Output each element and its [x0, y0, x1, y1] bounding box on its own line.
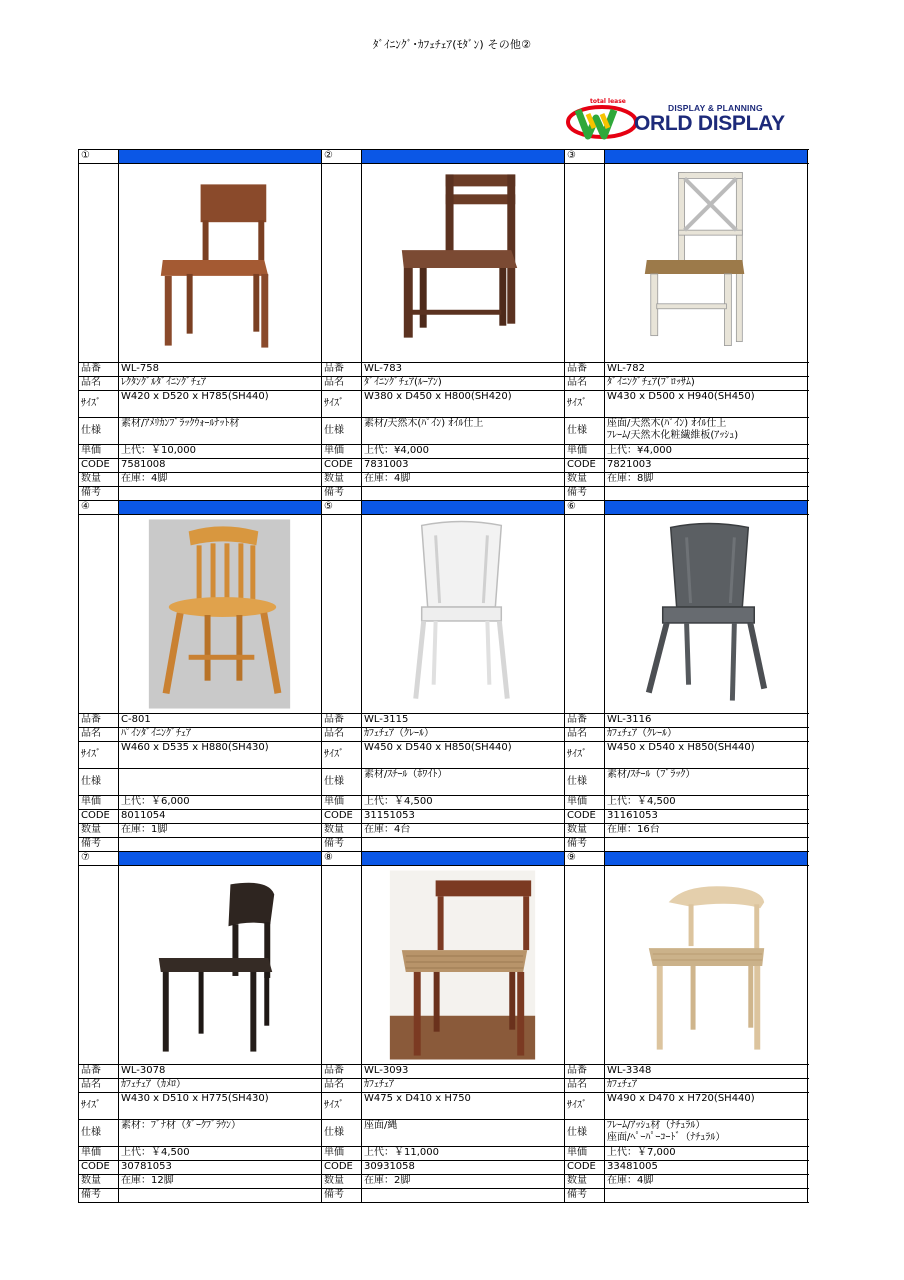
spec-line: 素材：ﾌﾞﾅ材（ﾀﾞｰｸﾌﾞﾗｳﾝ） [121, 1120, 241, 1131]
product-note [605, 487, 808, 500]
product-code2: 7821003 [605, 459, 808, 472]
item-number: ② [322, 150, 362, 163]
spec-line: 座面/天然木(ﾊﾟｲﾝ) ｵｲﾙ仕上 [607, 418, 727, 429]
header-bar [119, 501, 322, 514]
product-qty: 在庫：4脚 [362, 473, 565, 486]
product-name: ｶﾌｪﾁｪｱ [362, 1079, 565, 1092]
product-price: 上代：¥4,000 [605, 445, 808, 458]
label-note: 備考 [79, 487, 119, 500]
product-price: 上代：￥4,500 [605, 796, 808, 809]
product-block-1 [79, 150, 809, 501]
label-name: 品名 [79, 1079, 119, 1092]
label-spec: 仕様 [565, 769, 605, 795]
product-size: W450 x D540 x H850(SH440) [605, 742, 808, 768]
product-qty: 在庫：4台 [362, 824, 565, 837]
label-code: 品番 [322, 1065, 362, 1078]
product-image [119, 866, 322, 1064]
item-number: ⑥ [565, 501, 605, 514]
label-size: ｻｲｽﾞ [322, 1093, 362, 1119]
label-note: 備考 [565, 487, 605, 500]
product-image [119, 515, 322, 713]
product-price: 上代：￥4,500 [362, 796, 565, 809]
label-qty: 数量 [322, 1175, 362, 1188]
product-spec [362, 769, 565, 795]
label-note: 備考 [79, 838, 119, 851]
spec-line: 素材/ｱﾒﾘｶﾝﾌﾞﾗｯｸｳｫｰﾙﾅｯﾄ材 [121, 418, 240, 429]
product-qty: 在庫：4脚 [605, 1175, 808, 1188]
label-size: ｻｲｽﾞ [565, 742, 605, 768]
chair-ash-natural-image [605, 866, 807, 1064]
product-note [362, 487, 565, 500]
label-spec: 仕様 [565, 418, 605, 444]
logo-tagline: total lease [590, 98, 626, 105]
label-size: ｻｲｽﾞ [79, 1093, 119, 1119]
label-price: 単価 [79, 1147, 119, 1160]
product-name: ｶﾌｪﾁｪｱ [605, 1079, 808, 1092]
label-note: 備考 [565, 838, 605, 851]
label-spec: 仕様 [79, 1120, 119, 1146]
item-number: ① [79, 150, 119, 163]
label-price: 単価 [565, 796, 605, 809]
spec-line: 素材/ｽﾁｰﾙ（ﾌﾞﾗｯｸ） [607, 769, 696, 780]
product-code2: 30781053 [119, 1161, 322, 1174]
product-name: ﾀﾞｲﾆﾝｸﾞﾁｪｱ(ﾙｰｱﾝ) [362, 377, 565, 390]
product-qty: 在庫：1脚 [119, 824, 322, 837]
product-price: 上代：￥11,000 [362, 1147, 565, 1160]
product-image [605, 164, 808, 362]
product-image [119, 164, 322, 362]
label-size: ｻｲｽﾞ [322, 391, 362, 417]
label-code2: CODE [565, 459, 605, 472]
product-image [605, 515, 808, 713]
label-price: 単価 [79, 445, 119, 458]
label-name: 品名 [565, 377, 605, 390]
item-number: ⑤ [322, 501, 362, 514]
product-spec [605, 418, 808, 444]
product-price: 上代：￥7,000 [605, 1147, 808, 1160]
header-bar [362, 501, 565, 514]
product-spec [119, 418, 322, 444]
label-qty: 数量 [79, 1175, 119, 1188]
product-code: WL-783 [362, 363, 565, 376]
product-qty: 在庫：12脚 [119, 1175, 322, 1188]
label-size: ｻｲｽﾞ [79, 742, 119, 768]
label-price: 単価 [322, 1147, 362, 1160]
item-number: ③ [565, 150, 605, 163]
label-code2: CODE [79, 810, 119, 823]
label-code2: CODE [79, 1161, 119, 1174]
product-block-3 [79, 852, 809, 1203]
page-title: ﾀﾞｲﾆﾝｸﾞ･ｶﾌｪﾁｪｱ(ﾓﾀﾞﾝ) その他② [372, 38, 532, 51]
product-note [119, 838, 322, 851]
label-qty: 数量 [79, 824, 119, 837]
product-name: ﾚｸﾀﾝｸﾞﾙﾀﾞｲﾆﾝｸﾞﾁｪｱ [119, 377, 322, 390]
product-note [605, 1189, 808, 1202]
product-image [362, 164, 565, 362]
label-name: 品名 [565, 1079, 605, 1092]
product-code: C-801 [119, 714, 322, 727]
label-spec: 仕様 [322, 418, 362, 444]
label-price: 単価 [322, 796, 362, 809]
product-image [362, 515, 565, 713]
label-name: 品名 [322, 1079, 362, 1092]
product-code2: 7581008 [119, 459, 322, 472]
spec-line: 素材/ｽﾁｰﾙ（ﾎﾜｲﾄ） [364, 769, 448, 780]
spec-line: 素材/天然木(ﾊﾟｲﾝ) ｵｲﾙ仕上 [364, 418, 484, 429]
product-code: WL-3348 [605, 1065, 808, 1078]
product-spec [605, 769, 808, 795]
product-note [119, 487, 322, 500]
label-price: 単価 [79, 796, 119, 809]
product-code: WL-758 [119, 363, 322, 376]
label-price: 単価 [565, 1147, 605, 1160]
product-note [119, 1189, 322, 1202]
label-spec: 仕様 [322, 1120, 362, 1146]
product-qty: 在庫：2脚 [362, 1175, 565, 1188]
product-qty: 在庫：4脚 [119, 473, 322, 486]
product-size: W490 x D470 x H720(SH440) [605, 1093, 808, 1119]
product-name: ﾊﾟｲﾝﾀﾞｲﾆﾝｸﾞﾁｪｱ [119, 728, 322, 741]
product-note [362, 838, 565, 851]
label-qty: 数量 [322, 824, 362, 837]
label-note: 備考 [79, 1189, 119, 1202]
chair-pine-dark-image [362, 164, 564, 362]
product-code: WL-3116 [605, 714, 808, 727]
product-size: W430 x D500 x H940(SH450) [605, 391, 808, 417]
product-name: ｶﾌｪﾁｪｱ（ｶﾒﾛ） [119, 1079, 322, 1092]
chair-black-steel-image [605, 515, 807, 713]
label-code2: CODE [322, 459, 362, 472]
label-name: 品名 [322, 377, 362, 390]
label-code2: CODE [565, 810, 605, 823]
product-code: WL-782 [605, 363, 808, 376]
product-image [605, 866, 808, 1064]
product-name: ﾀﾞｲﾆﾝｸﾞﾁｪｱ(ﾌﾞﾛｯｻﾑ) [605, 377, 808, 390]
label-code: 品番 [322, 714, 362, 727]
header-bar [119, 150, 322, 163]
product-block-2 [79, 501, 809, 852]
product-size: W450 x D540 x H850(SH440) [362, 742, 565, 768]
product-code: WL-3078 [119, 1065, 322, 1078]
chair-rope-seat-image [362, 866, 564, 1064]
header-bar [362, 150, 565, 163]
label-code: 品番 [322, 363, 362, 376]
product-spec [362, 1120, 565, 1146]
label-size: ｻｲｽﾞ [565, 1093, 605, 1119]
label-size: ｻｲｽﾞ [322, 742, 362, 768]
label-spec: 仕様 [79, 769, 119, 795]
product-image [362, 866, 565, 1064]
label-qty: 数量 [565, 1175, 605, 1188]
label-code2: CODE [322, 810, 362, 823]
chair-pine-windsor-image [119, 515, 321, 713]
product-spec [119, 1120, 322, 1146]
header-bar [605, 501, 808, 514]
label-price: 単価 [322, 445, 362, 458]
label-note: 備考 [322, 487, 362, 500]
label-size: ｻｲｽﾞ [79, 391, 119, 417]
label-spec: 仕様 [322, 769, 362, 795]
product-spec [119, 769, 322, 795]
product-code2: 33481005 [605, 1161, 808, 1174]
header-bar [119, 852, 322, 865]
spec-line: 座面/縄 [364, 1120, 398, 1131]
item-number: ④ [79, 501, 119, 514]
item-number: ⑨ [565, 852, 605, 865]
product-note [362, 1189, 565, 1202]
company-logo [566, 98, 806, 140]
header-bar [605, 852, 808, 865]
product-size: W430 x D510 x H775(SH430) [119, 1093, 322, 1119]
logo-w-mark [566, 102, 638, 140]
spec-line: ﾌﾚｰﾑ/ｱｯｼｭ材（ﾅﾁｭﾗﾙ） [607, 1120, 706, 1131]
product-code2: 8011054 [119, 810, 322, 823]
product-price: 上代：￥6,000 [119, 796, 322, 809]
label-qty: 数量 [565, 473, 605, 486]
label-size: ｻｲｽﾞ [565, 391, 605, 417]
label-qty: 数量 [322, 473, 362, 486]
product-size: W475 x D410 x H750 [362, 1093, 565, 1119]
product-name: ｶﾌｪﾁｪｱ（ｸﾚｰﾙ） [605, 728, 808, 741]
product-table [78, 149, 809, 1203]
product-qty: 在庫：16台 [605, 824, 808, 837]
label-code2: CODE [322, 1161, 362, 1174]
spec-line: 座面/ﾍﾟｰﾊﾟｰｺｰﾄﾞ（ﾅﾁｭﾗﾙ） [607, 1132, 726, 1143]
spec-line: ﾌﾚｰﾑ/天然木化粧繊維板(ｱｯｼｭ) [607, 430, 739, 441]
label-spec: 仕様 [79, 418, 119, 444]
label-code: 品番 [565, 1065, 605, 1078]
product-code2: 30931058 [362, 1161, 565, 1174]
header-bar [362, 852, 565, 865]
product-code2: 7831003 [362, 459, 565, 472]
product-price: 上代：¥4,000 [362, 445, 565, 458]
item-number: ⑧ [322, 852, 362, 865]
label-qty: 数量 [565, 824, 605, 837]
label-name: 品名 [79, 377, 119, 390]
product-code2: 31161053 [605, 810, 808, 823]
header-bar [605, 150, 808, 163]
product-price: 上代：￥4,500 [119, 1147, 322, 1160]
label-code: 品番 [79, 714, 119, 727]
product-code2: 31151053 [362, 810, 565, 823]
label-code: 品番 [565, 714, 605, 727]
product-size: W460 x D535 x H880(SH430) [119, 742, 322, 768]
product-size: W380 x D450 x H800(SH420) [362, 391, 565, 417]
label-code2: CODE [565, 1161, 605, 1174]
label-note: 備考 [322, 838, 362, 851]
label-qty: 数量 [79, 473, 119, 486]
label-code: 品番 [79, 1065, 119, 1078]
chair-dark-brown-image [119, 866, 321, 1064]
label-price: 単価 [565, 445, 605, 458]
label-spec: 仕様 [565, 1120, 605, 1146]
product-size: W420 x D520 x H785(SH440) [119, 391, 322, 417]
product-spec [362, 418, 565, 444]
label-code: 品番 [79, 363, 119, 376]
item-number: ⑦ [79, 852, 119, 865]
logo-name: ORLD DISPLAY [634, 112, 785, 135]
label-code: 品番 [565, 363, 605, 376]
product-price: 上代：￥10,000 [119, 445, 322, 458]
label-name: 品名 [79, 728, 119, 741]
product-spec [605, 1120, 808, 1146]
chair-white-steel-image [362, 515, 564, 713]
label-name: 品名 [322, 728, 362, 741]
chair-walnut-image [119, 164, 321, 362]
label-code2: CODE [79, 459, 119, 472]
product-note [605, 838, 808, 851]
product-name: ｶﾌｪﾁｪｱ（ｸﾚｰﾙ） [362, 728, 565, 741]
label-note: 備考 [322, 1189, 362, 1202]
product-code: WL-3093 [362, 1065, 565, 1078]
chair-cross-back-image [605, 164, 807, 362]
label-note: 備考 [565, 1189, 605, 1202]
product-code: WL-3115 [362, 714, 565, 727]
logo-subtitle: DISPLAY & PLANNING [668, 103, 763, 113]
product-qty: 在庫：8脚 [605, 473, 808, 486]
label-name: 品名 [565, 728, 605, 741]
